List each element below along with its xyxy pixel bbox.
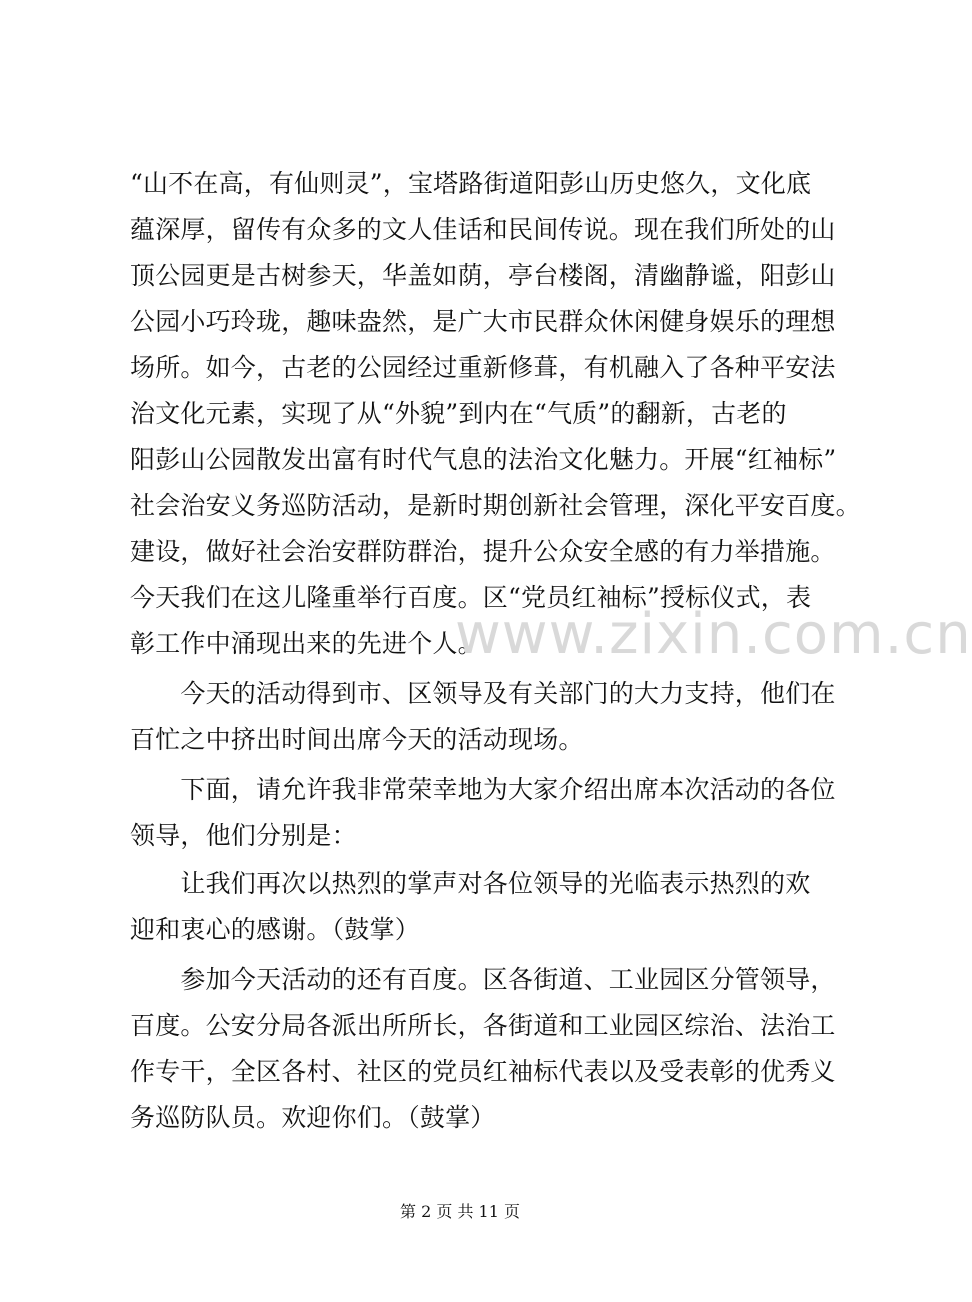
text-line: 让我们再次以热烈的掌声对各位领导的光临表示热烈的欢	[130, 869, 811, 898]
watermark: www.zixin.com.cn	[455, 602, 972, 667]
text-line: 治文化元素，实现了从“外貌”到内在“气质”的翻新，古老的	[130, 399, 787, 428]
text-line: 场所。如今，古老的公园经过重新修葺，有机融入了各种平安法	[130, 353, 836, 382]
text-line: 领导，他们分别是：	[130, 821, 357, 850]
text-line: 务巡防队员。欢迎你们。（鼓掌）	[130, 1103, 496, 1132]
text-line: 迎和衷心的感谢。（鼓掌）	[130, 915, 420, 944]
text-line: 蕴深厚，留传有众多的文人佳话和民间传说。现在我们所处的山	[130, 215, 836, 244]
text-line: 阳彭山公园散发出富有时代气息的法治文化魅力。开展“红袖标”	[130, 445, 837, 474]
page-footer: 第 2 页 共 11 页	[400, 1202, 520, 1221]
text-line: 今天我们在这儿隆重举行百度。区“党员红袖标”授标仪式，表	[130, 583, 812, 612]
text-line: “山不在高，有仙则灵”，宝塔路街道阳彭山历史悠久，文化底	[130, 169, 812, 198]
text-line: 百忙之中挤出时间出席今天的活动现场。	[130, 725, 584, 754]
text-line: 今天的活动得到市、区领导及有关部门的大力支持，他们在	[130, 679, 836, 708]
text-line: 作专干，全区各村、社区的党员红袖标代表以及受表彰的优秀义	[130, 1057, 836, 1086]
text-line: 建设，做好社会治安群防群治，提升公众安全感的有力举措施。	[130, 537, 836, 566]
text-line: 下面，请允许我非常荣幸地为大家介绍出席本次活动的各位	[130, 775, 836, 804]
text-line: 顶公园更是古树参天，华盖如荫，亭台楼阁，清幽静谧，阳彭山	[130, 261, 836, 290]
text-line: 百度。公安分局各派出所所长，各街道和工业园区综治、法治工	[130, 1011, 836, 1040]
text-line: 彰工作中涌现出来的先进个人。	[130, 629, 483, 658]
text-line: 公园小巧玲珑，趣味盎然，是广大市民群众休闲健身娱乐的理想	[130, 307, 836, 336]
text-line: 参加今天活动的还有百度。区各街道、工业园区分管领导，	[130, 965, 836, 994]
text-line: 社会治安义务巡防活动，是新时期创新社会管理，深化平安百度。	[130, 491, 861, 520]
